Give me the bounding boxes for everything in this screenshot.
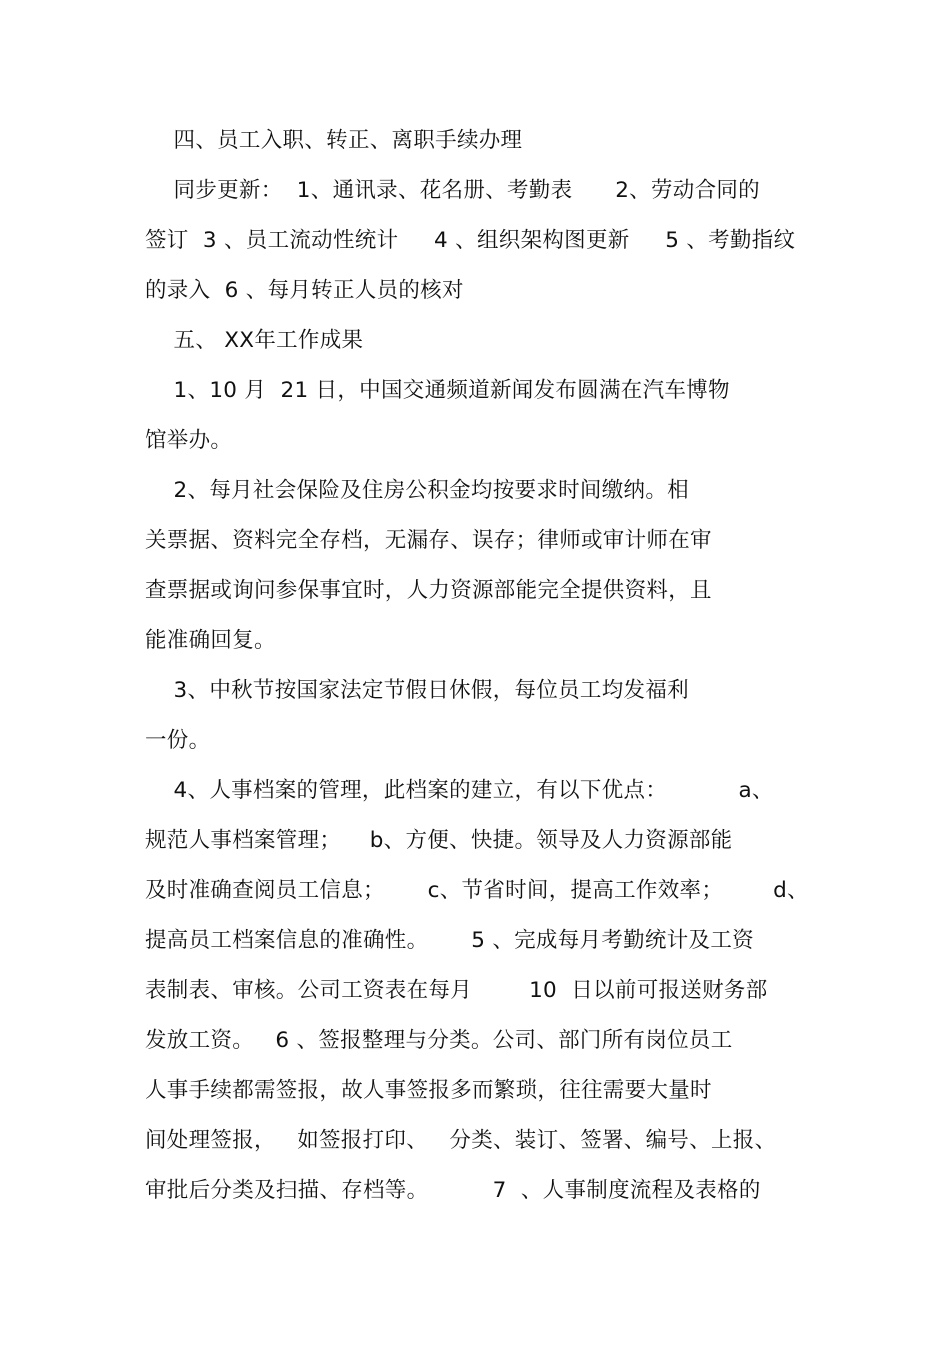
body-line: 能准确回复。 [145,628,276,653]
body-line: 同步更新： 1、通讯录、花名册、考勤表 2、劳动合同的 [145,178,760,203]
body-line: 间处理签报， 如签报打印、 分类、装订、签署、编号、上报、 [145,1128,777,1153]
body-line: 及时准确查阅员工信息； c、节省时间，提高工作效率； d、 [145,878,809,903]
body-line: 4、人事档案的管理，此档案的建立，有以下优点： a、 [145,778,774,803]
body-line: 2、每月社会保险及住房公积金均按要求时间缴纳。相 [145,478,689,503]
body-line: 人事手续都需签报，故人事签报多而繁琐，往往需要大量时 [145,1078,712,1103]
body-line: 3、中秋节按国家法定节假日休假，每位员工均发福利 [145,678,689,703]
body-line: 馆举办。 [145,428,233,453]
body-line: 签订 3 、员工流动性统计 4 、组织架构图更新 5 、考勤指纹 [145,228,796,253]
body-line: 审批后分类及扫描、存档等。 7 、人事制度流程及表格的 [145,1178,761,1203]
section-heading-achievements: 五、 XX年工作成果 [145,328,364,353]
body-line: 查票据或询问参保事宜时，人力资源部能完全提供资料，且 [145,578,712,603]
body-line: 关票据、资料完全存档，无漏存、误存；律师或审计师在审 [145,528,712,553]
body-line: 一份。 [145,728,211,753]
body-line: 发放工资。 6 、签报整理与分类。公司、部门所有岗位员工 [145,1028,733,1053]
body-line: 表制表、审核。公司工资表在每月 10 日以前可报送财务部 [145,978,768,1003]
body-line: 提高员工档案信息的准确性。 5 、完成每月考勤统计及工资 [145,928,754,953]
section-heading-onboarding: 四、员工入职、转正、离职手续办理 [145,128,523,153]
body-line: 1、10 月 21 日，中国交通频道新闻发布圆满在汽车博物 [145,378,730,403]
body-line: 规范人事档案管理； b、方便、快捷。领导及人力资源部能 [145,828,733,853]
body-line: 的录入 6 、每月转正人员的核对 [145,278,464,303]
